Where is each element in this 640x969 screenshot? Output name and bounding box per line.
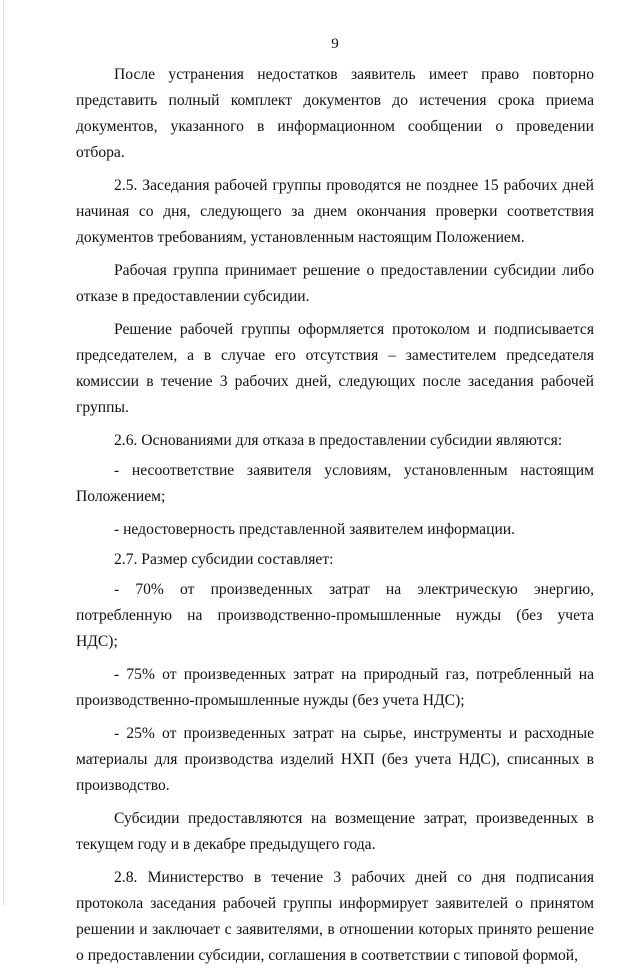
list-item-natural-gas: - 75% от произведенных затрат на природный газ, потребленный на производственно-промышленные нужды (без учета НДС); <box>76 666 594 709</box>
document-body <box>76 62 594 969</box>
paragraph-2-5-meetings: 2.5. Заседания рабочей группы проводятся не позднее 15 рабочих дней начиная со дня, следующего за днем окончания проверки соответствия документов требованиям, установленным настоящим Положением. <box>76 177 594 246</box>
list-item-electricity: - 70% от произведенных затрат на электрическую энергию, потребленную на производственно-промышленные нужды (без учета НДС); <box>76 581 594 650</box>
list-item-materials: - 25% от произведенных затрат на сырье, инструменты и расходные материалы для производства изделий НХП (без учета НДС), списанных в производство. <box>76 725 594 794</box>
list-item-unreliable-info: - недостоверность представленной заявителем информации. <box>114 521 516 538</box>
paragraph-resubmission: После устранения недостатков заявитель имеет право повторно представить полный комплект документов до истечения срока приема документов, указанного в информационном сообщении о проведении отбора. <box>76 66 594 161</box>
paragraph-2-7-subsidy-size: 2.7. Размер субсидии составляет: <box>114 551 334 568</box>
page-number: 9 <box>331 36 339 52</box>
paragraph-decision-protocol: Решение рабочей группы оформляется протоколом и подписывается председателем, а в случае его отсутствия – заместителем председателя комиссии в течение 3 рабочих дней, следующих после заседания рабочей группы. <box>76 321 594 416</box>
list-item-nonconformity: - несоответствие заявителя условиям, установленным настоящим Положением; <box>76 462 594 505</box>
paragraph-group-decision: Рабочая группа принимает решение о предоставлении субсидии либо отказе в предоставлении субсидии. <box>76 262 594 305</box>
paragraph-2-6-refusal-grounds: 2.6. Основаниями для отказа в предоставлении субсидии являются: <box>114 432 563 449</box>
scan-edge-line <box>3 0 5 905</box>
paragraph-subsidy-purpose: Субсидии предоставляются на возмещение затрат, произведенных в текущем году и в декабре предыдущего года. <box>76 810 594 853</box>
paragraph-2-8-ministry: 2.8. Министерство в течение 3 рабочих дней со дня подписания протокола заседания рабочей группы информирует заявителей о принятом решении и заключает с заявителями, в отношении которых принято решение о предоставлении субсидии, соглашения в соответствии с типовой формой, <box>76 869 594 964</box>
